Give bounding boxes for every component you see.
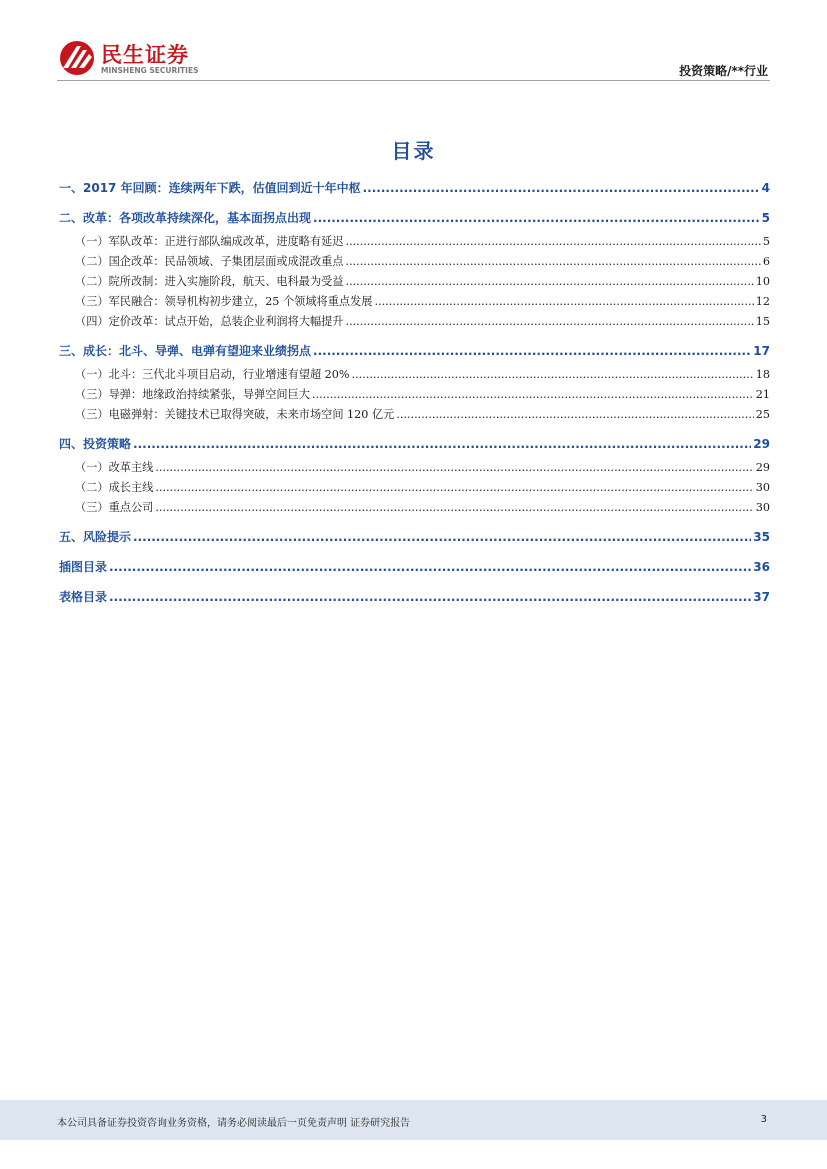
toc-entry-label: （二）成长主线 [75, 481, 154, 494]
table-of-contents [59, 178, 770, 608]
toc-leader-dots [155, 458, 753, 478]
toc-leader-dots [396, 405, 753, 425]
toc-section-entry[interactable] [59, 208, 770, 229]
toc-subsection-entry[interactable] [59, 458, 770, 478]
toc-entry-label: 二、改革：各项改革持续深化，基本面拐点出现 [59, 211, 312, 225]
toc-leader-dots [313, 341, 751, 362]
toc-entry-page: 4 [761, 181, 770, 195]
report-category: 投资策略/**行业 [679, 64, 768, 78]
toc-entry-page: 5 [761, 211, 770, 225]
page-number: 3 [760, 1114, 767, 1125]
toc-subsection-entry[interactable] [59, 365, 770, 385]
toc-leader-dots [346, 232, 761, 252]
toc-entry-page: 12 [755, 295, 770, 308]
toc-subsection-entry[interactable] [59, 272, 770, 292]
toc-subsection-entry[interactable] [59, 292, 770, 312]
toc-entry-page: 6 [762, 255, 770, 268]
toc-entry-page: 5 [762, 235, 770, 248]
toc-entry-label: （二）院所改制：进入实施阶段，航天、电科最为受益 [75, 275, 344, 288]
toc-leader-dots [155, 478, 753, 498]
toc-entry-label: （三）电磁弹射：关键技术已取得突破，未来市场空间 120 亿元 [75, 408, 395, 421]
toc-section-entry[interactable] [59, 341, 770, 362]
toc-leader-dots [346, 312, 754, 332]
toc-entry-label: （一）北斗：三代北斗项目启动，行业增速有望超 20% [75, 368, 350, 381]
toc-entry-label: （三）重点公司 [75, 501, 154, 514]
page-footer [0, 1100, 827, 1140]
toc-entry-page: 10 [755, 275, 770, 288]
toc-leader-dots [346, 272, 754, 292]
toc-subsection-entry[interactable] [59, 385, 770, 405]
toc-subsection-entry[interactable] [59, 405, 770, 425]
page-title: 目录 [391, 139, 436, 163]
header-divider [57, 80, 770, 81]
toc-entry-label: 插图目录 [59, 560, 108, 574]
toc-entry-page: 30 [755, 481, 770, 494]
toc-entry-label: 三、成长：北斗、导弹、电弹有望迎来业绩拐点 [59, 344, 312, 358]
toc-leader-dots [312, 385, 754, 405]
toc-entry-page: 29 [753, 437, 770, 451]
toc-entry-page: 37 [753, 590, 770, 604]
toc-leader-dots [133, 434, 751, 455]
toc-leader-dots [374, 292, 753, 312]
toc-section-entry[interactable] [59, 587, 770, 608]
toc-entry-page: 30 [755, 501, 770, 514]
toc-entry-label: （二）国企改革：民品领域、子集团层面或成混改重点 [75, 255, 344, 268]
toc-entry-page: 29 [755, 461, 770, 474]
toc-entry-page: 21 [755, 388, 770, 401]
toc-entry-label: （一）改革主线 [75, 461, 154, 474]
toc-entry-label: 一、2017 年回顾：连续两年下跌，估值回到近十年中枢 [59, 181, 361, 195]
toc-leader-dots [352, 365, 754, 385]
toc-leader-dots [313, 208, 760, 229]
toc-entry-label: （三）导弹：地缘政治持续紧张，导弹空间巨大 [75, 388, 310, 401]
toc-leader-dots [133, 527, 751, 548]
toc-subsection-entry[interactable] [59, 478, 770, 498]
toc-subsection-entry[interactable] [59, 498, 770, 518]
toc-entry-label: （四）定价改革：试点开始，总装企业利润将大幅提升 [75, 315, 344, 328]
toc-entry-page: 25 [755, 408, 770, 421]
toc-section-entry[interactable] [59, 434, 770, 455]
toc-leader-dots [109, 587, 751, 608]
toc-section-entry[interactable] [59, 527, 770, 548]
toc-entry-page: 17 [753, 344, 770, 358]
toc-entry-page: 36 [753, 560, 770, 574]
toc-leader-dots [109, 557, 751, 578]
logo-chinese-name: 民生证券 [101, 43, 189, 67]
toc-leader-dots [155, 498, 753, 518]
logo-english-name: MINSHENG SECURITIES [101, 66, 199, 75]
toc-section-entry[interactable] [59, 178, 770, 199]
toc-entry-label: （三）军民融合：领导机构初步建立，25 个领域将重点发展 [75, 295, 373, 308]
toc-entry-page: 35 [753, 530, 770, 544]
toc-leader-dots [363, 178, 760, 199]
toc-entry-page: 18 [755, 368, 770, 381]
toc-entry-page: 15 [755, 315, 770, 328]
toc-section-entry[interactable] [59, 557, 770, 578]
toc-entry-label: （一）军队改革：正进行部队编成改革，进度略有延迟 [75, 235, 344, 248]
minsheng-logo-icon [57, 40, 97, 76]
toc-subsection-entry[interactable] [59, 232, 770, 252]
toc-leader-dots [346, 252, 761, 272]
toc-entry-label: 四、投资策略 [59, 437, 132, 451]
toc-subsection-entry[interactable] [59, 252, 770, 272]
toc-entry-label: 表格目录 [59, 590, 108, 604]
toc-entry-label: 五、风险提示 [59, 530, 132, 544]
page-header [57, 38, 770, 80]
minsheng-logo [57, 38, 217, 78]
toc-subsection-entry[interactable] [59, 312, 770, 332]
footer-disclaimer: 本公司具备证券投资咨询业务资格，请务必阅读最后一页免责声明 证券研究报告 [57, 1118, 411, 1129]
